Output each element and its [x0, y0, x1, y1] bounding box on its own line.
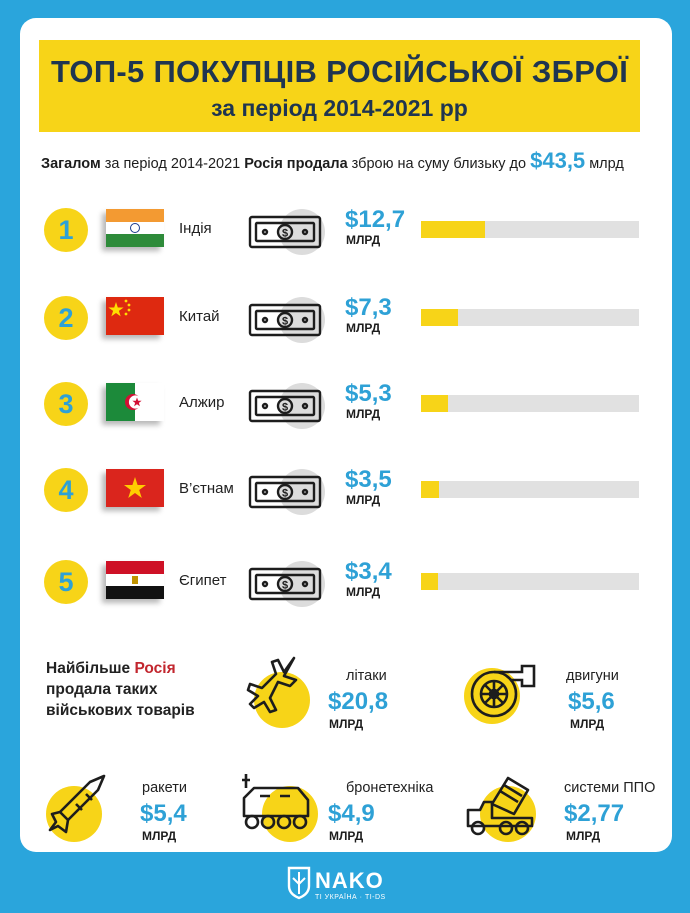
rank-badge: 5: [44, 560, 88, 604]
svg-text:$: $: [281, 315, 289, 328]
algeria-flag-icon: [106, 383, 164, 421]
category-amount: $5,6: [568, 688, 615, 715]
buyer-row-1: [20, 196, 672, 266]
share-bar-fill: [421, 395, 448, 412]
money-icon: [246, 295, 328, 345]
page-subtitle: за період 2014-2021 рр: [211, 95, 468, 121]
shield-icon: [287, 866, 311, 900]
page-title: ТОП-5 ПОКУПЦІВ РОСІЙСЬКОЇ ЗБРОЇ: [50, 54, 629, 89]
buyer-amount: $12,7: [345, 206, 406, 233]
most-sold-line3: військових товарів: [46, 702, 195, 719]
logo-subtitle: ТІ УКРАЇНА · ТІ-DS: [315, 894, 386, 901]
share-bar: [421, 395, 639, 412]
country-name: Алжир: [179, 394, 225, 411]
most-sold-line2: продала таких: [46, 681, 158, 698]
buyer-amount: $7,3: [345, 294, 392, 321]
most-sold-russia: Росія: [134, 660, 176, 677]
most-sold-heading: [46, 658, 246, 721]
summary-text-middle: зброю на суму близьку до: [347, 156, 531, 172]
category-unit: МЛРД: [142, 829, 177, 843]
category-unit: МЛРД: [570, 717, 605, 731]
nako-logo: [287, 866, 407, 906]
share-bar: [421, 481, 639, 498]
summary-amount: $43,5: [530, 148, 586, 173]
money-icon: [246, 559, 328, 609]
category-label: системи ППО: [564, 780, 656, 796]
buyer-unit: МЛРД: [346, 321, 381, 335]
buyer-row-4: [20, 456, 672, 526]
category-air-defense: [458, 760, 658, 850]
buyer-row-3: [20, 370, 672, 440]
category-amount: $4,9: [328, 800, 375, 827]
summary-text: [41, 148, 661, 174]
category-aircraft: [232, 648, 442, 738]
category-label: ракети: [142, 780, 187, 796]
category-engines: [458, 648, 658, 738]
rank-badge: 2: [44, 296, 88, 340]
buyer-row-2: [20, 284, 672, 354]
category-label: літаки: [346, 668, 387, 684]
share-bar: [421, 221, 639, 238]
armored-vehicle-icon: [236, 766, 316, 838]
egypt-flag-icon: [106, 561, 164, 599]
category-amount: $20,8: [328, 688, 389, 715]
infographic-card: [20, 18, 672, 852]
title-banner: [39, 40, 640, 132]
svg-text:$: $: [281, 401, 289, 414]
category-unit: МЛРД: [329, 829, 364, 843]
most-sold-line1: Найбільше: [46, 660, 135, 677]
svg-text:$: $: [281, 227, 289, 240]
summary-bold-total: Загалом: [41, 156, 101, 172]
share-bar: [421, 573, 639, 590]
category-label: двигуни: [566, 668, 619, 684]
summary-period: за період 2014-2021: [100, 156, 245, 172]
category-armored: [232, 760, 442, 850]
summary-bold-russia: Росія продала: [244, 156, 348, 172]
share-bar: [421, 309, 639, 326]
missile-icon: [46, 768, 116, 842]
fighter-jet-icon: [236, 650, 308, 730]
air-defense-icon: [462, 766, 542, 840]
rank-badge: 3: [44, 382, 88, 426]
buyer-unit: МЛРД: [346, 493, 381, 507]
china-flag-icon: [106, 297, 164, 335]
category-amount: $5,4: [140, 800, 187, 827]
category-label: бронетехніка: [346, 780, 434, 796]
buyer-unit: МЛРД: [346, 585, 381, 599]
svg-text:$: $: [281, 487, 289, 500]
india-flag-icon: [106, 209, 164, 247]
category-missiles: [38, 760, 218, 850]
buyer-amount: $3,5: [345, 466, 392, 493]
share-bar-fill: [421, 309, 458, 326]
rank-badge: 4: [44, 468, 88, 512]
country-name: В’єтнам: [179, 480, 234, 497]
summary-unit: млрд: [585, 156, 624, 172]
buyer-unit: МЛРД: [346, 233, 381, 247]
category-amount: $2,77: [564, 800, 625, 827]
country-name: Єгипет: [179, 572, 227, 589]
turbine-engine-icon: [464, 656, 544, 726]
svg-text:$: $: [281, 579, 289, 592]
money-icon: [246, 207, 328, 257]
logo-name: NAKO: [315, 868, 384, 893]
buyer-amount: $3,4: [345, 558, 392, 585]
rank-badge: 1: [44, 208, 88, 252]
country-name: Індія: [179, 220, 212, 237]
category-unit: МЛРД: [566, 829, 601, 843]
money-icon: [246, 467, 328, 517]
buyer-unit: МЛРД: [346, 407, 381, 421]
vietnam-flag-icon: [106, 469, 164, 507]
buyer-row-5: [20, 548, 672, 618]
category-unit: МЛРД: [329, 717, 364, 731]
share-bar-fill: [421, 221, 485, 238]
money-icon: [246, 381, 328, 431]
buyer-amount: $5,3: [345, 380, 392, 407]
country-name: Китай: [179, 308, 220, 325]
share-bar-fill: [421, 481, 439, 498]
share-bar-fill: [421, 573, 438, 590]
